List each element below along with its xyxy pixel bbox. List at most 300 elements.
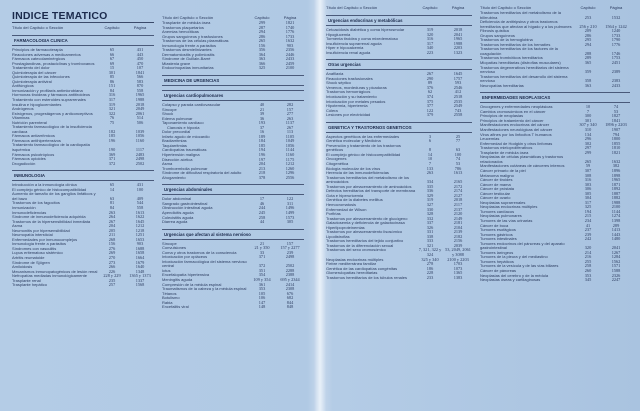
entry-chapter: 299 [584,149,592,155]
entry-title: Intoxicación y su tratamiento [326,94,377,100]
entry-page: 1821 [611,149,621,155]
entry-title: Trastornos por almacenamiento de aminoácidos [326,183,412,189]
entry-page: 506 [136,119,144,125]
entry-title: Cáncer de ovario [480,195,511,201]
entry-title: Reacciones trasfusionales [326,75,373,81]
entry-title: Diarrea aguda [162,219,188,225]
entry-title: Principios de farmacoterapia [12,47,63,52]
entry-page: 1499 [285,209,295,215]
entry-page: 1039 [135,128,145,134]
entry-chapter: 133 [426,165,434,171]
entry-title: Síndromes con vasculitis [12,245,57,251]
entry-chapter: 310 [584,127,592,133]
entry-title: Síndrome de Guillain-Barré [162,56,211,62]
entry-page: 2326 [611,272,621,278]
entry-chapter: 322 [108,110,116,116]
entry-title: Tumores gástricos [480,231,513,237]
entry-title: Sangrado gastrointestinal [162,200,208,206]
entry-title: Quimioterapia antiviral [12,78,52,84]
entry-page: 1827 [611,113,621,119]
entry-chapter: 62 [427,89,433,95]
entry-page: 1658 [135,250,145,256]
subsection-heading: Urgencias endocrinas y metabólicas [326,15,472,26]
entry-title: Síndrome de Sjögren [12,259,50,265]
entry-page: 1733 [285,33,295,39]
entry-title: Quimioterapia de las infecciones [12,74,70,80]
entry-page: 2483 [135,151,145,157]
entry-title: Dolor precordial [162,129,191,135]
entry-page: 1965 [453,36,463,42]
entry-chapter: 369 [108,151,116,157]
entry-chapter: 325 [258,65,266,71]
entry-page: 157 [286,240,294,246]
entry-page: 289 [612,222,620,228]
entry-title: Dolor abdominal [162,196,192,202]
entry-page: 1613 [135,209,145,215]
entry-title: Inmunización y profilaxis antimicrobiana [12,87,83,93]
entry-title: Colecistitis aguda [162,214,194,220]
entry-chapter: 36 [259,115,265,121]
entry-chapter: 345 [584,277,592,283]
entry-title: Leucemias [480,136,500,142]
entry-chapter: 257 [108,282,116,288]
entry-chapter: 265 [258,38,266,44]
entry-title: Neoplasias óseas y cartilaginosas [480,277,541,283]
entry-page: 1821 [285,20,295,25]
entry-chapter: 46 [259,200,265,206]
entry-title: Trastornos por almacenamiento lisosómico [326,229,403,235]
entry-title: Cianosis e hipoxia [167,124,200,130]
entry-title: Citogenética [326,161,349,167]
entry-chapter: 363 [584,82,592,88]
entry-title: Manifestaciones endocrinas del cáncer [480,122,550,128]
entry-page: 305 [286,219,294,225]
entry-chapter: 301 [584,117,592,123]
entry-title: Botulismo [162,295,180,301]
entry-title: Enfermedad de Hodgkin y otros linfomas [480,140,553,146]
entry-page: 1212 [135,223,145,229]
entry-chapter: 66 [109,51,115,57]
entry-title: Cáncer de próstata [480,186,515,192]
entry-chapter: 194 [584,208,592,214]
entry-title: Grupos sanguíneos [480,32,515,38]
entry-title: Hemocromatosis [326,201,357,207]
section-heading: GENETICA Y TRASTORNOS GENETICOS [326,122,472,133]
entry-page: 2139 [453,229,463,235]
entry-page: 74 [455,156,461,162]
entry-page: 443 [136,51,144,57]
entry-title: Estrógenos, progestágenos y anticonceptivos [12,110,93,116]
entry-title: Manifestaciones cutáneas de cánceres internos [480,163,565,169]
entry-chapter: 182 [108,128,116,134]
entry-page: 2041 [611,245,621,251]
entry-title: Fármacos antihipertensivos [12,137,61,143]
entry-title: Lipodistrofias [326,233,350,239]
entry-title: Nutrición parenteral [12,119,47,125]
entry-page: 2356 [285,47,295,53]
entry-title: Principios de neoplasias [480,113,524,119]
entry-chapter: 255 [584,258,592,264]
entry-title: Rabia [162,299,173,305]
entry-title: Antifúngicos [12,83,34,89]
entry-chapter: 7 [586,108,590,114]
entry-chapter: 356 [258,47,266,53]
entry-title: Trastornos hemorrágicos [326,89,371,95]
entry-chapter: 14 [109,186,115,192]
index-entry [12,283,154,288]
entry-page: 2018 [453,27,463,32]
entry-page: 409 [136,195,144,201]
entry-page: 2127 [453,192,463,198]
entry-page: 1218 [135,227,145,233]
entry-title: Oncogenes y enfermedades neoplásicas [480,104,553,110]
left-page [0,0,318,411]
entry-title: Cáncer de tiroides [480,177,513,183]
header-page: Página [609,5,623,10]
entry-title: El complejo génico de histocompatibilidad [326,151,401,157]
entry-chapter: 301 [108,69,116,75]
entry-page: 1212 [285,161,295,167]
entry-title: Glomerulopatías hereditarias [326,270,378,276]
entry-title: Ahogamiento [162,174,186,180]
entry-page: 1898 [611,172,621,178]
entry-title: El complejo génico de histocompatibilidad [12,186,87,192]
entry-chapter: 10 [585,104,591,110]
entry-title: Inmunología frente a parásitos [12,241,67,247]
entry-chapter: 147 [258,299,266,305]
entry-title: Amiloidosis [12,264,33,270]
entry-page: 1871 [611,181,621,187]
entry-page: 1632 [285,38,295,44]
entry-chapter: 320 [426,31,434,37]
entry-page: 870 [136,83,144,89]
entry-chapter: 196 [108,137,116,143]
entry-page: 2039 [453,242,463,248]
entry-chapter: 270 [108,254,116,260]
entry-page: 1790 [611,37,621,43]
entry-chapter: 213 [258,165,266,171]
entry-chapter: 377 [426,103,434,109]
entry-page: 1841 [611,117,621,123]
entry-page: 1323 [453,49,463,55]
entry-page: 1965 [611,177,621,183]
entry-title: Galactosemia y deficiencia de galactocinasa [326,220,405,226]
entry-page: 1613 [453,170,463,176]
entry-title: Encefalopatía hipertensiva [162,272,210,278]
entry-title: Cólera [326,107,338,113]
entry-chapter: 63 [109,195,115,201]
entry-page: 2182 [453,233,463,239]
entry-title: Miopatías hereditarias (distrofias musculares) [480,60,561,66]
entry-page: 1413 [611,227,621,233]
entry-chapter: 16 [259,129,265,135]
entry-title: Grupos sanguíneos y trasfusiones [162,33,223,39]
entry-title: Fármacos antiarrítmicos [12,133,55,139]
entry-title: Tumores endocrinos del páncreas y del aparato gastrointestinal [480,240,565,251]
entry-chapter: 325 y 340 [421,256,439,262]
entry-page: 2149 [453,215,463,221]
entry-title: Andrógenos [12,106,34,112]
entry-chapter: 358 [584,78,592,84]
entry-page: 1703 [453,261,463,267]
entry-page: 100 [454,151,462,157]
entry-chapter: 21 [259,106,265,112]
entry-title: Shock séptico [326,80,351,86]
entry-chapter: 190 [108,147,116,153]
entry-page: 583 [136,78,144,84]
entry-chapter: 307 [584,167,592,173]
entry-chapter: 317 [584,199,592,205]
entry-title: Síncope [162,240,177,246]
entry-title: Asma [12,223,23,229]
entry-title: Herencia de las inmunodeficiencias [326,170,389,176]
entry-title: Neoplasias del cerebro y de la médula [480,272,549,278]
entry-chapter: 3 [428,133,432,139]
entry-page: 848 [286,304,294,310]
entry-page: 2502 [285,263,295,269]
entry-title: Enfermedades por inmunocomplejos [12,236,78,242]
entry-chapter: 264 [108,214,116,220]
entry-page: 431 [136,182,144,188]
entry-title: Trastornos de los fagocitos [12,200,60,206]
index-entry [480,84,630,89]
entry-page: 1267 [611,249,621,255]
index-entry [326,276,472,281]
entry-chapter: 371 [258,254,266,260]
entry-page: 2104 [453,224,463,230]
entry-chapter: 197 [258,156,266,162]
entry-chapter: 286 [584,32,592,38]
entry-chapter: 223 [426,49,434,55]
entry-page: 1746 [611,50,621,56]
entry-chapter: 134 [584,131,592,137]
entry-page: 2556 [285,174,295,180]
entry-title: Cáncer testicular [480,190,511,196]
entry-title: Encefalitis viral [162,304,189,310]
entry-title: Quimioterapia del cáncer [12,69,57,75]
entry-page: 1532 [611,14,621,20]
entry-page: 1892 [611,186,621,192]
entry-chapter: 189 [258,133,266,139]
entry-page: 1645 [453,71,463,77]
entry-page: 2446 [285,51,295,57]
entry-title: Trastornos degenerativos hereditarios del sistema nervioso [480,64,569,75]
entry-page: 100 [136,186,144,192]
entry-page: 2247 [611,277,621,283]
entry-chapter: 151 [108,83,116,89]
entry-title: Deficiencia de antitripsina y otros trastornos hereditarios que afectan al hígado y a los pulmones [480,19,572,29]
entry-chapter: 194 [258,147,266,153]
entry-page: 2120 [453,211,463,217]
entry-chapter: 6 [428,138,432,144]
entry-title: Aspectos genéticos de las enfermedades [326,133,400,139]
entry-title: Trastornos de la diferenciación sexual [326,242,394,248]
entry-chapter: 269 [108,250,116,256]
entry-chapter: 196 [258,152,266,158]
entry-page: 25 [455,133,461,139]
entry-title: Meningitis aguda [162,276,193,282]
index-entry [162,305,304,310]
entry-chapter: 214 [584,249,592,255]
entry-title: Inmunización [12,204,36,210]
entry-chapter: 340 [426,45,434,51]
subsection-heading: Urgencias cardiopulmonares [162,90,304,101]
entry-chapter: 363 [258,56,266,62]
entry-title: Inmunodeficiencias [12,209,47,215]
entry-chapter: 81 [109,200,115,206]
entry-chapter: 300 [584,113,592,119]
entry-page: 1496 [285,205,295,211]
entry-chapter: 378 [258,174,266,180]
entry-chapter: 186 [426,265,434,271]
entry-title: Trastornos hereditarios de los factores de la coagulación [480,46,558,56]
entry-title: Trasplante hepático [12,282,47,288]
entry-title: Manifestaciones neurológicas del cáncer [480,127,553,133]
entry-chapter: 336 [426,188,434,194]
entry-chapter: 289 [584,55,592,61]
entry-title: Mecanismos inmunopatogénicos de lesión renal [12,268,98,274]
entry-chapter: 287 [258,24,266,30]
entry-chapter: 379 [426,112,434,118]
column-header [326,4,472,11]
entry-chapter: 184 [258,138,266,144]
section-heading: FARMACOLOGIA CLINICA [12,35,154,46]
entry-title: Edema pulmonar [162,115,193,121]
entry-title: Cáncer de páncreas [480,267,517,273]
entry-page: 1588 [611,267,621,273]
entry-title: Trastornos hereditarios del tejido conjuntivo [326,238,404,244]
entry-page: 2433 [611,82,621,88]
entry-title: Trastornos hereditarios del metabolismo de la bilirrubina [480,10,562,20]
entry-page: 74 [613,104,619,110]
entry-title: Tumores de la vesícula y de las vías biliares [480,263,559,269]
entry-chapter: 67 [109,56,115,62]
entry-title: Trastornos por almacenamiento de glucógeno [326,215,408,221]
entry-page: 1622 [135,214,145,220]
entry-page: 2041 [453,31,463,37]
entry-page: 1988 [453,40,463,46]
entry-chapter: 235 [108,277,116,283]
entry-page: 122 [286,196,294,202]
entry-page: 786 [454,165,462,171]
entry-chapter: 266 [108,264,116,270]
entry-title: Cardiopatías traumáticas [162,147,207,153]
entry-chapter: 244 [258,205,266,211]
entry-chapter: 304 [584,195,592,201]
entry-page: 1240 [611,28,621,34]
entry-title: Trastornos hereditarios del desarrollo del sistema nervioso [480,73,568,84]
entry-page: 593 [454,80,462,86]
entry-page: 53, 2049, 2061 y 3088 [445,247,471,257]
entry-title: Hiperlipoproteinemias [326,224,365,230]
header-title: Título del Capítulo o Sección [326,5,378,10]
entry-chapter: 204 [108,223,116,229]
entry-title: Hormonas tiroideas y fármacos antitiroideos [12,92,91,98]
entry-chapter: 89 [427,80,433,86]
entry-title: Hipoglucemia [326,31,351,37]
entry-chapter: 148 [258,304,266,310]
entry-page: 2117 [453,201,463,207]
entry-page: 1896 y 2203 [605,122,627,128]
entry-title: Trastornos de las células plasmáticas [162,38,229,44]
entry-page: 903 [286,42,294,48]
entry-chapter: 294 [584,41,592,47]
entry-chapter: 260 [584,267,592,273]
entry-chapter: 65 [109,47,115,52]
subsection-heading: Urgencias que afectan al sistema nervioso [162,229,304,240]
header-page: Página [133,25,147,30]
entry-chapter: 21 y 350 [254,245,270,251]
entry-title: Coma y otros trastornos de la consciencia [162,249,237,255]
entry-title: Prostaglandinas, prostaciclinas y tromboxanos [12,60,95,66]
entry-page: 558 [136,204,144,210]
entry-page: 1348 [135,268,145,274]
entry-page: 157 [286,106,294,112]
right-page [322,0,640,411]
entry-chapter: 334 [426,179,434,185]
entry-chapter: 316 [584,177,592,183]
entry-chapter: 306 [584,186,592,192]
entry-title: Trasplante renal [12,277,41,283]
entry-chapter: 37 [259,124,265,130]
entry-chapter: 319 [426,197,434,203]
entry-title: Prevención y tratamiento de los trastornos genéticos [326,142,401,153]
entry-chapter: 307 y 340 [579,122,597,128]
entry-page: 1160 [135,137,145,143]
entry-title: Trastornos hereditarios de los hematíes [480,41,551,47]
entry-page: 1398 [611,217,621,223]
entry-title: Gota e hiperuricemia [326,192,364,198]
entry-title: Trastornos de la hipersensibilidad inmediata [12,218,91,224]
entry-page: 1056 [135,133,145,139]
entry-page: 1260 [285,165,295,171]
entry-page: 2535 [453,98,463,104]
entry-chapter: 365 [584,60,592,66]
entry-page: 1688 [135,245,145,251]
entry-title: Drogadicción [12,160,36,166]
entry-page: 282 [286,102,294,108]
entry-chapter: 106 [258,295,266,301]
entry-page: 903 [136,241,144,247]
entry-page: 1383 [453,274,463,280]
entry-page: 1365 y 1373 [129,273,151,279]
entry-page: 1443 [611,231,621,237]
entry-chapter: 85 [109,74,115,80]
entry-page: 2018 [135,101,145,107]
entry-page: 2549 [453,103,463,109]
entry-page: 1251 [135,232,145,238]
entry-title: Síndrome de dificultad respiratoria del adulto [162,170,242,176]
entry-page: 2558 [453,112,463,118]
index-entry [326,113,472,118]
entry-title: Compresión de la médula espinal [162,281,222,287]
entry-chapter: 21 [259,240,265,246]
entry-page: 1896 [611,167,621,173]
entry-page: 2414 [285,281,295,287]
entry-page: 1810 [611,145,621,151]
entry-title: Convulsiones [162,245,187,251]
entry-chapter: 84 [109,204,115,210]
section-heading: INMUNOLOGIA [12,170,154,181]
entry-chapter: 245 [258,209,266,215]
entry-page: 53 [613,108,619,114]
entry-page: 2546 [453,84,463,90]
entry-title: Disección aórtica [162,156,193,162]
entry-chapter: 44 [259,219,265,225]
entry-page: 558 [136,87,144,93]
entry-page: 1776 [285,29,295,35]
entry-title: Miastenia grave [162,60,191,66]
